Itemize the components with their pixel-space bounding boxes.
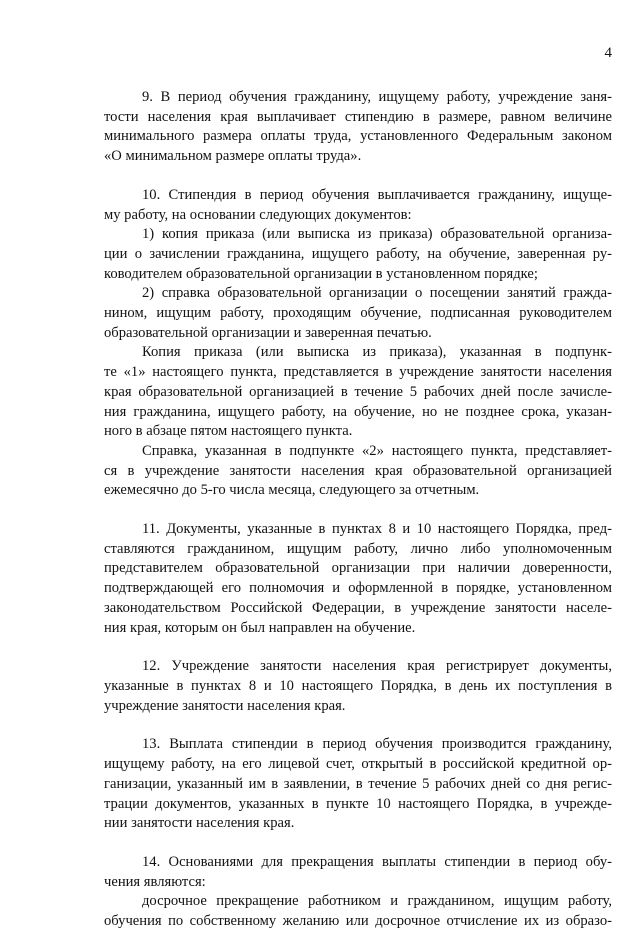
text-line: обучения по собственному желанию или досрочное отчисление их из образо- [104,913,612,930]
text-line: 13. Выплата стипендии в период обучения производится гражданину, [142,736,612,753]
text-line: ганизации, указанный им в заявлении, в течение 5 рабочих дней со дня регис- [104,775,612,792]
paragraph-10 [104,186,612,225]
text-line: 11. Документы, указанные в пунктах 8 и 10 настоящего Порядка, пред- [142,521,612,538]
text-line: законодательством Российской Федерации, в учреждение занятости населе- [104,599,612,616]
text-line: ния гражданина, ищущего работу, на обучение, но не позднее срока, указан- [104,403,612,420]
paragraph-10-copy-order [104,343,612,442]
text-line: 9. В период обучения гражданину, ищущему работу, учреждение заня- [142,89,612,105]
text-line: 12. Учреждение занятости населения края регистрирует документы, [142,658,612,675]
text-line: ся в учреждение занятости населения края образовательной организацией [104,462,612,479]
text-line: края образовательной организацией в течение 5 рабочих дней после зачисле- [104,383,612,400]
text-line: Справка, указанная в подпункте «2» настоящего пункта, представляет- [142,442,612,459]
text-line: минимального размера оплаты труда, установленного Федеральным законом [104,128,612,145]
paragraph-13 [104,735,612,834]
text-line: 2) справка образовательной организации о посещении занятий гражда- [142,285,612,302]
paragraph-9 [104,88,612,167]
paragraph-10-certificate [104,442,612,501]
text-line: ищущему работу, на его лицевой счет, открытый в российской кредитной ор- [104,756,612,773]
text-line: му работу, на основании следующих документов: [104,206,412,223]
paragraph-11 [104,520,612,638]
text-line: указанные в пунктах 8 и 10 настоящего Порядка, в день их поступления в [104,677,612,694]
text-line: 10. Стипендия в период обучения выплачивается гражданину, ищуще- [142,186,612,203]
text-line: ного в абзаце пятом настоящего пункта. [104,423,353,440]
text-line: ежемесячно до 5-го числа месяца, следующего за отчетным. [104,482,480,499]
page-number: 4 [604,45,612,61]
text-line: подтверждающей его полномочия и оформленной в порядке, установленном [104,580,612,597]
paragraph-14 [104,853,612,892]
text-line: «О минимальном размере оплаты труда». [104,148,362,165]
document-body [104,88,612,932]
text-line: чения являются: [104,873,206,890]
text-line: ния края, которым он был направлен на обучение. [104,619,416,636]
paragraph-14-item-1 [104,892,612,931]
text-line: нином, ищущим работу, проходящим обучение, подписанная руководителем [104,305,612,322]
text-line: ставляются гражданином, ищущим работу, лично либо уполномоченным [104,540,612,557]
text-line: нии занятости населения края. [104,815,295,832]
paragraph-10-item-2 [104,284,612,343]
text-line: ководителем образовательной организации в установленном порядке; [104,265,538,282]
text-line: учреждение занятости населения края. [104,697,346,714]
text-line: Копия приказа (или выписка из приказа), указанная в подпунк- [142,344,612,361]
text-line: те «1» настоящего пункта, представляется в учреждение занятости населения [104,364,612,381]
paragraph-10-item-1 [104,225,612,284]
text-line: образовательной организации и заверенная печатью. [104,324,432,341]
text-line: 14. Основаниями для прекращения выплаты стипендии в период обу- [142,853,612,870]
text-line: представителем образовательной организации при наличии доверенности, [104,560,612,577]
text-line: 1) копия приказа (или выписка из приказа) образовательной организа- [142,226,612,243]
text-line: трации документов, указанных в пункте 10 настоящего Порядка, в учрежде- [104,795,612,812]
text-line: ции о зачислении гражданина, ищущего работу, на обучение, заверенная ру- [104,245,612,262]
paragraph-12 [104,657,612,716]
text-line: досрочное прекращение работником и гражданином, ищущим работу, [142,893,612,910]
text-line: тости населения края выплачивает стипендию в размере, равном величине [104,108,612,125]
